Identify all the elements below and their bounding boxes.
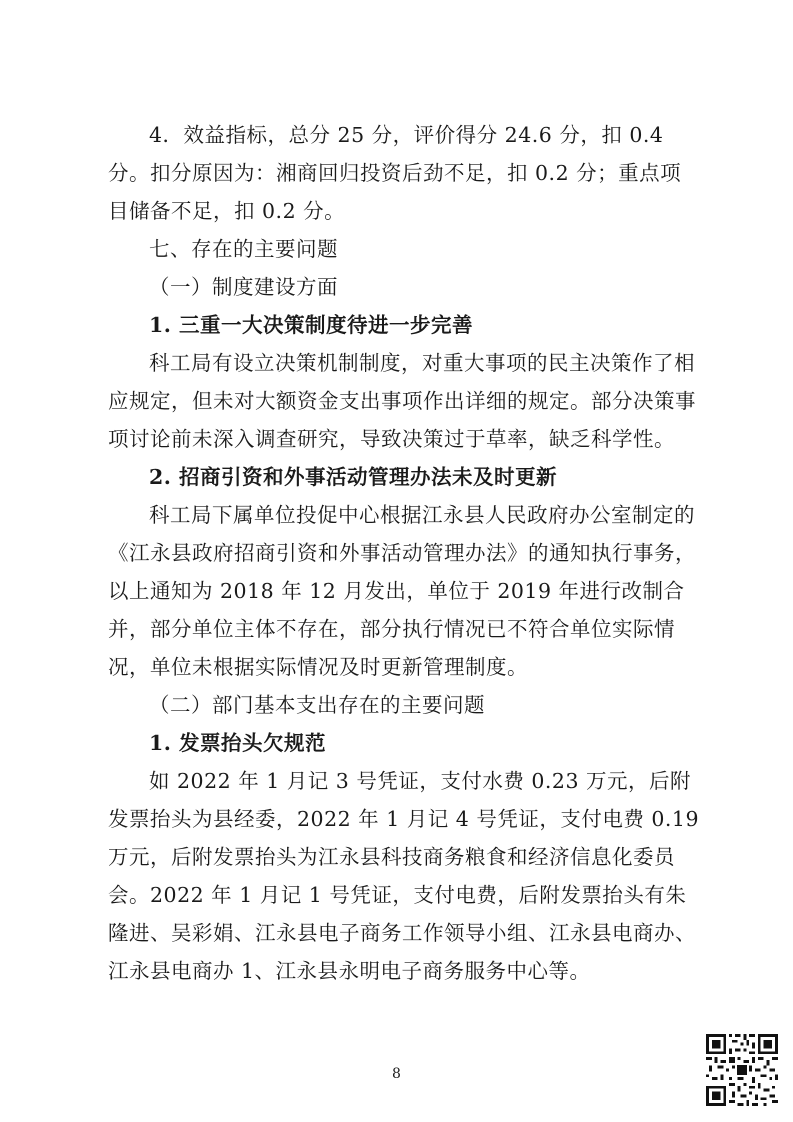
item-heading-investment-rules: 2. 招商引资和外事活动管理办法未及时更新 (149, 465, 558, 489)
subsection-heading-basic-expenditure: （二）部门基本支出存在的主要问题 (149, 693, 485, 717)
item-heading-invoice-title: 1. 发票抬头欠规范 (149, 731, 327, 755)
subsection-heading-institution: （一）制度建设方面 (149, 275, 338, 299)
document-body (108, 116, 700, 990)
section-heading-main-problems: 七、存在的主要问题 (149, 237, 338, 261)
item-heading-decision-system: 1. 三重一大决策制度待进一步完善 (149, 313, 474, 337)
paragraph-invoice-title: 如 2022 年 1 月记 3 号凭证，支付水费 0.23 万元，后附发票抬头为县经委，2022 年 1 月记 4 号凭证，支付电费 0.19 万元，后附发票抬头为江永县科技商务粮食和经济信息化委员会。2022 年 1 月记 1 号凭证，支付电费，后附发票抬头有朱隆进、吴彩娟、江永县电子商务工作领导小组、江永县电商办、江永县电商办 1、江永县永明电子商务服务中心等。 (108, 769, 699, 983)
paragraph-benefit-indicator: 4．效益指标，总分 25 分，评价得分 24.6 分，扣 0.4 分。扣分原因为：湘商回归投资后劲不足，扣 0.2 分；重点项目储备不足，扣 0.2 分。 (108, 123, 682, 223)
paragraph-decision-system: 科工局有设立决策机制制度，对重大事项的民主决策作了相应规定，但未对大额资金支出事项作出详细的规定。部分决策事项讨论前未深入调查研究，导致决策过于草率，缺乏科学性。 (108, 351, 696, 451)
page-number: 8 (392, 1066, 401, 1082)
paragraph-investment-rules: 科工局下属单位投促中心根据江永县人民政府办公室制定的《江永县政府招商引资和外事活动管理办法》的通知执行事务，以上通知为 2018 年 12 月发出，单位于 2019 年进行改制合并，部分单位主体不存在，部分执行情况已不符合单位实际情况，单位未根据实际情况及时更新管理制度。 (108, 503, 696, 679)
qr-code-icon (706, 1034, 778, 1106)
